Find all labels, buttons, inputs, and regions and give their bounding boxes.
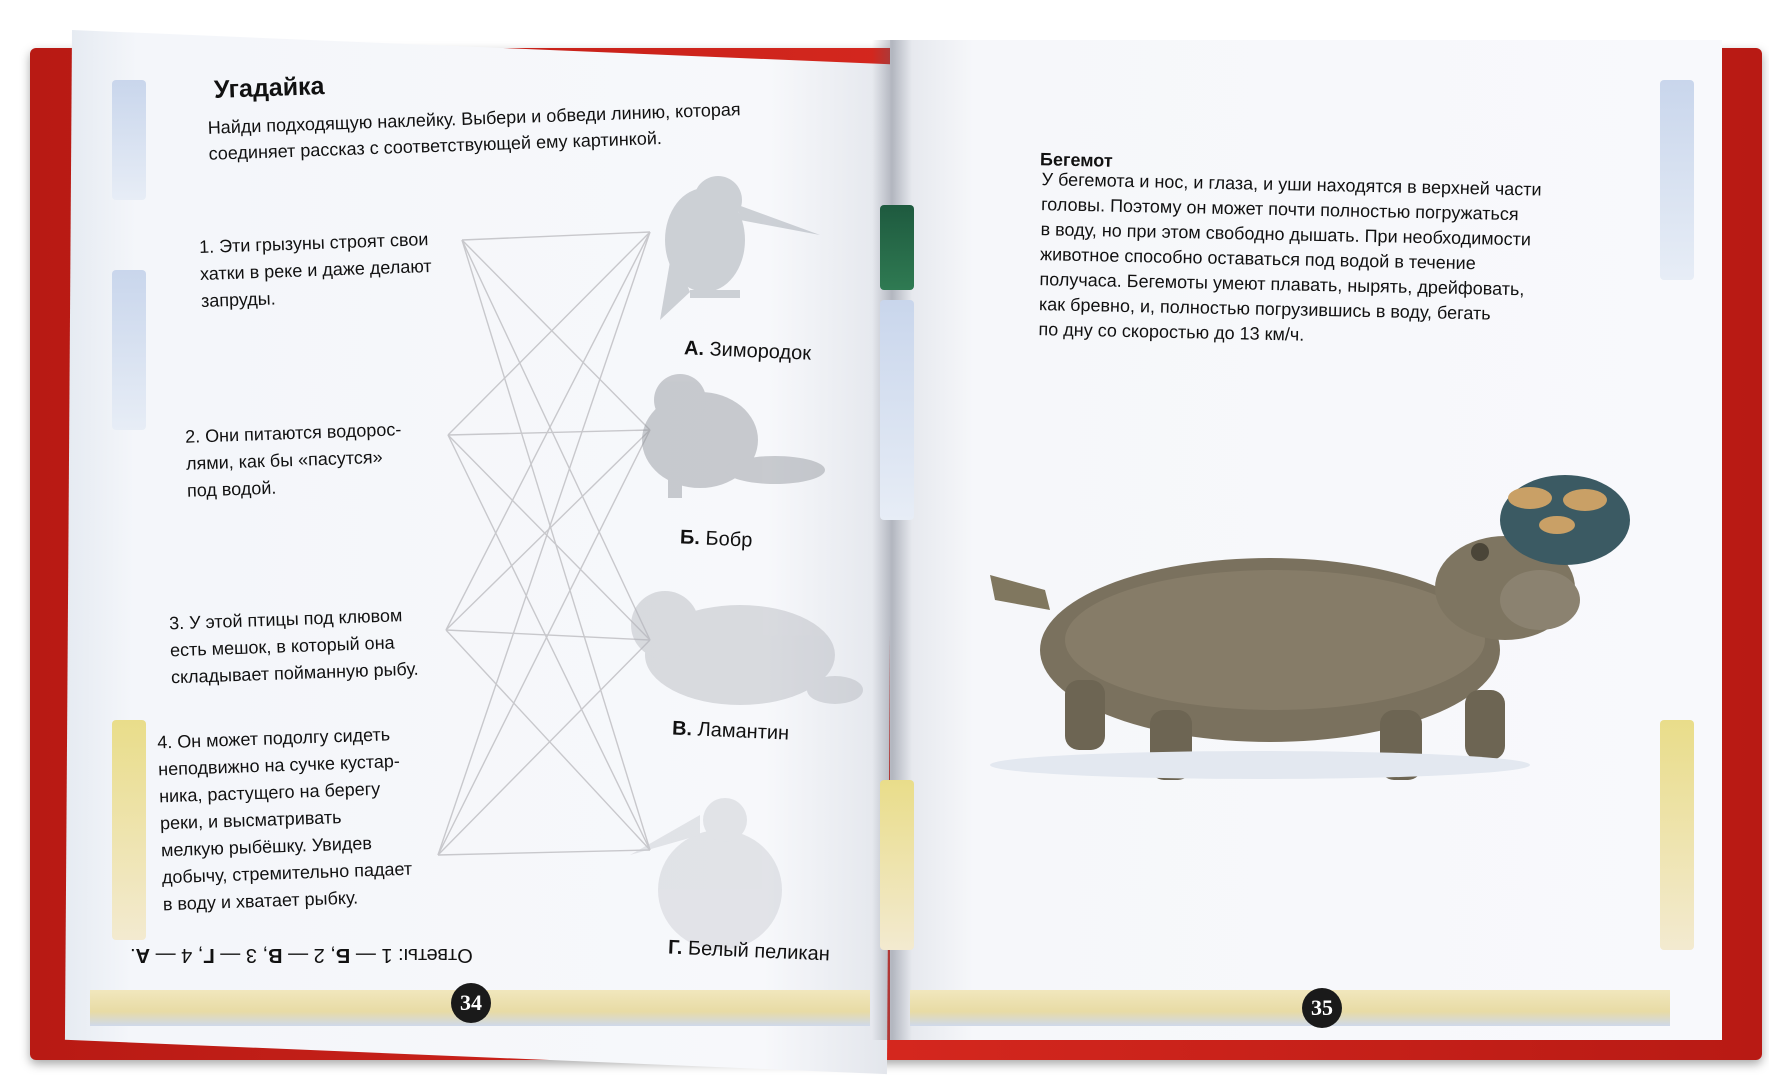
hippo-icon [990,536,1580,780]
option-a-label: А. Зимородок [683,337,812,365]
option-d-label: Г. Белый пеликан [667,936,831,966]
instruction-text: Найди подходящую наклейку. Выбери и обведи линию, которая соединяет рассказ с соответствующей ему картинкой. [207,99,741,164]
article-heading: Бегемот [1039,149,1113,171]
question-3: 3. У этой птицы под клювом есть мешок, в который она складывает пойманную рыбу. [168,605,419,688]
beaver-icon [642,374,825,498]
option-b-label: Б. Бобр [679,526,753,552]
page-number-left: 34 [451,983,491,1023]
question-1: 1. Эти грызуны строят свои хатки в реке и даже делают запруды. [198,229,432,312]
question-2: 2. Они питаются водорос- лями, как бы «пасутся» под водой. [184,419,402,501]
fish-icon [1500,475,1630,565]
question-4: 4. Он может подолгу сидеть неподвижно на сучке кустар- ника, растущего на берегу реки, и высматривать мелкую рыбёшку. Увидев добычу, стремительно падает в воду и хватает рыбку. [156,724,413,915]
answers-upside-down: Ответы: 1 — Б, 2 — В, 3 — Г, 4 — А. [130,944,473,966]
page-title: Угадайка [213,72,325,104]
kingfisher-icon [660,176,820,320]
manatee-icon [631,591,863,705]
page-number-right: 35 [1302,988,1342,1028]
option-c-label: В. Ламантин [671,717,790,745]
pelican-icon [630,798,782,950]
article-body: У бегемота и нос, и глаза, и уши находятся в верхней части головы. Поэтому он может почти полностью погружаться в воду, но при этом свободно дышать. При необходимости животное способно оставаться под водой в течение получаса. Бегемоты умеют плавать, нырять, дрейфовать, как бревно, и, полностью погрузившись в воду, бегать по дну со скоростью до 13 км/ч. [1038,169,1542,345]
